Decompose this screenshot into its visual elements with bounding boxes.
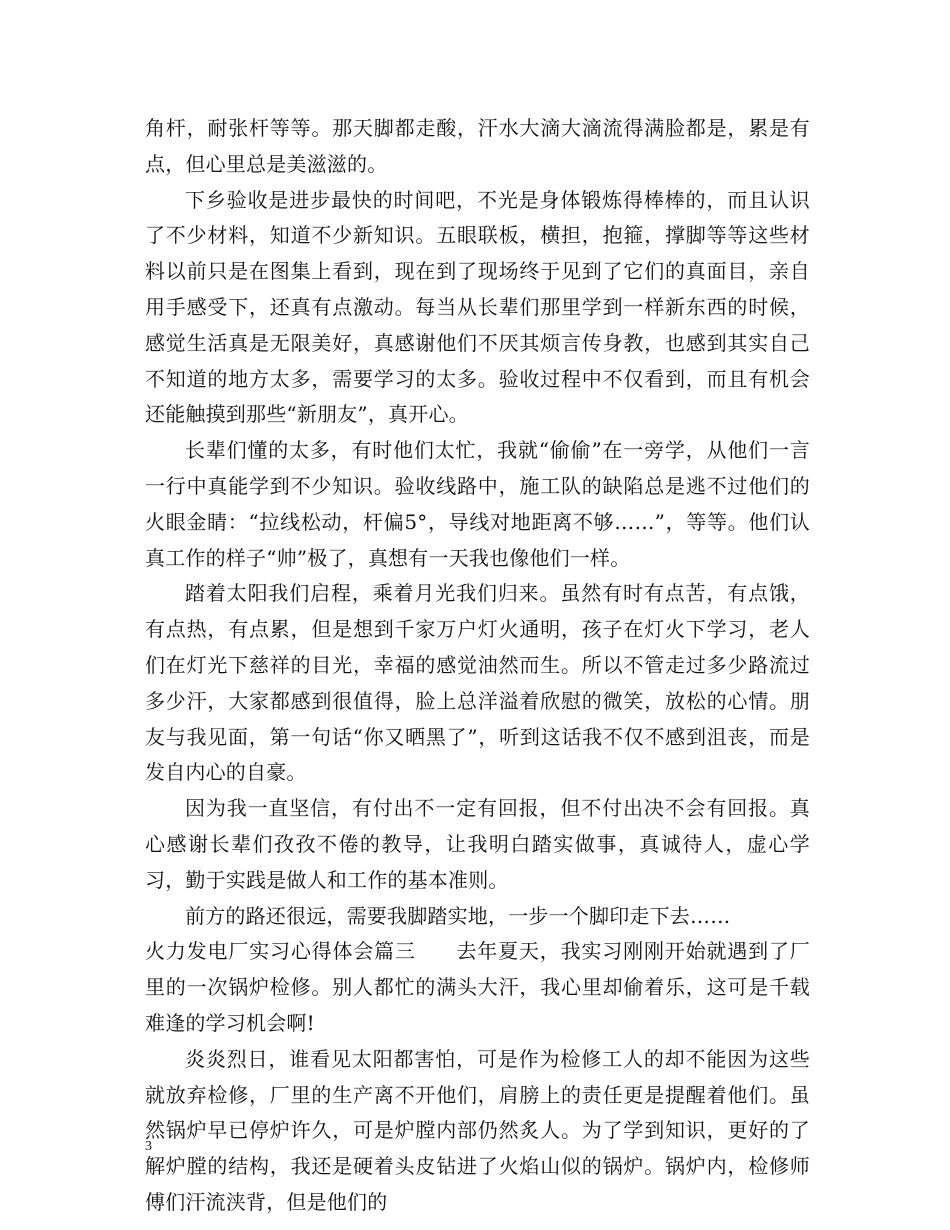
paragraph: 因为我一直坚信，有付出不一定有回报，但不付出决不会有回报。真心感谢长辈们孜孜不倦的教导，让我明白踏实做事，真诚待人，虚心学习，勤于实践是做人和工作的基本准则。 [145,796,810,892]
section-heading: 火力发电厂实习心得体会篇三 [145,939,416,964]
body-text [145,111,810,1221]
paragraph: 前方的路还很远，需要我脚踏实地，一步一个脚印走下去…… [185,903,731,928]
section-first-text: 去年夏天，我实习刚刚开始就遇到了厂里的一次锅炉检修。别人都忙的满头大汗，我心里却偷着乐，这可是千载难逢的学习机会啊! [145,939,810,1035]
paragraph: 炎炎烈日，谁看见太阳都害怕，可是作为检修工人的却不能因为这些就放弃检修，厂里的生产离不开他们，肩膀上的责任更是提醒着他们。虽然锅炉早已停炉许久，可是炉膛内部仍然炙人。为了学到知识，更好的了解炉膛的结构，我还是硬着头皮钻进了火焰山似的锅炉。锅炉内，检修师傅们汗流浃背，但是他们的 [145,1046,810,1214]
paragraph: 踏着太阳我们启程，乘着月光我们归来。虽然有时有点苦，有点饿，有点热，有点累，但是想到千家万户灯火通明，孩子在灯火下学习，老人们在灯光下慈祥的目光，幸福的感觉油然而生。所以不管走过多少路流过多少汗，大家都感到很值得，脸上总洋溢着欣慰的微笑，放松的心情。朋友与我见面，第一句话“你又晒黑了”，听到这话我不仅不感到沮丧，而是发自内心的自豪。 [145,581,810,785]
paragraph: 下乡验收是进步最快的时间吧，不光是身体锻炼得棒棒的，而且认识了不少材料，知道不少新知识。五眼联板，横担，抱箍，撑脚等等这些材料以前只是在图集上看到，现在到了现场终于见到了它们的真面目，亲自用手感受下，还真有点激动。每当从长辈们那里学到一样新东西的时候，感觉生活真是无限美好，真感谢他们不厌其烦言传身教，也感到其实自己不知道的地方太多，需要学习的太多。验收过程中不仅看到，而且有机会还能触摸到那些“新朋友”，真开心。 [145,187,810,427]
section-paragraph [145,934,810,1041]
paragraph: 长辈们懂的太多，有时他们太忙，我就“偷偷”在一旁学，从他们一言一行中真能学到不少知识。验收线路中，施工队的缺陷总是逃不过他们的火眼金睛：“拉线松动，杆偏5°，导线对地距离不够……”，等等。他们认真工作的样子“帅”极了，真想有一天我也像他们一样。 [145,438,810,570]
paragraph: 角杆，耐张杆等等。那天脚都走酸，汗水大滴大滴流得满脸都是，累是有点，但心里总是美滋滋的。 [145,116,810,176]
page-number: 3 [145,1139,152,1154]
